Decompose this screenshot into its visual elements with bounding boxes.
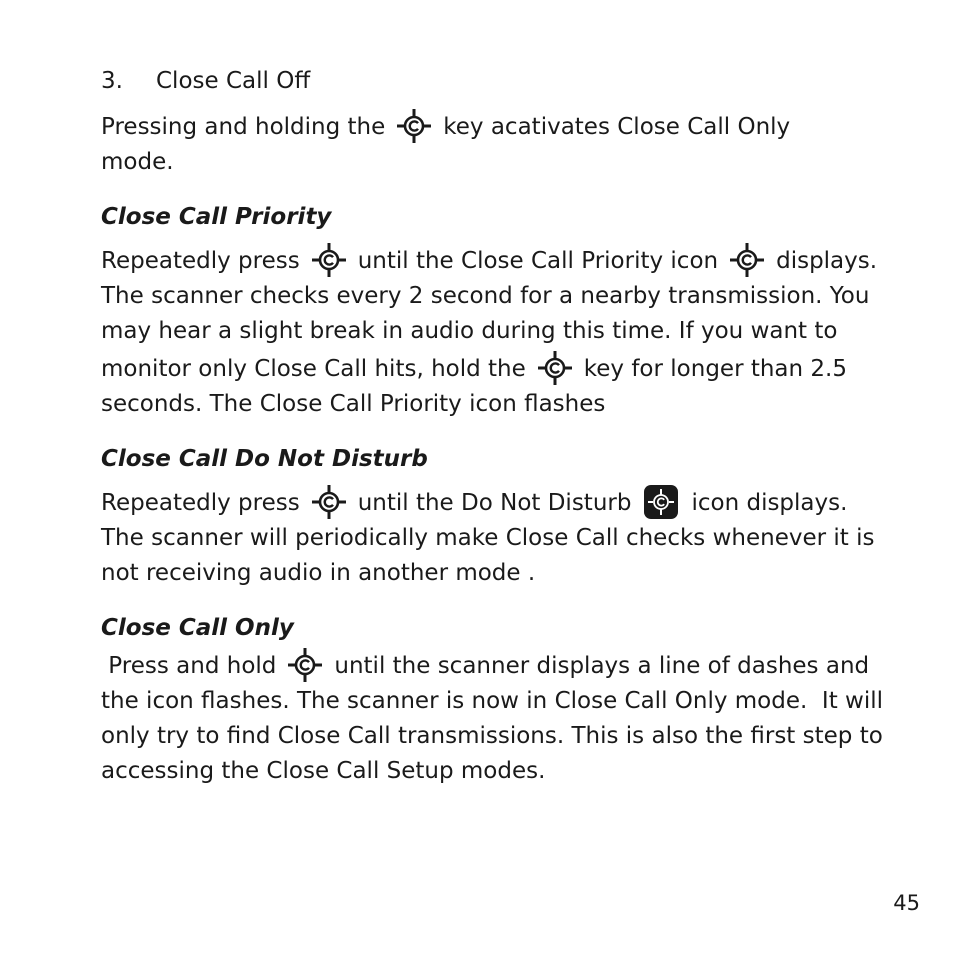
text-run: icon displays. [691, 490, 848, 516]
list-number: 3. [101, 68, 123, 94]
text-run: key acativates Close Call Only [443, 114, 791, 140]
close-call-icon [310, 483, 348, 521]
text-run: may hear a slight break in audio during this time. If you want to [101, 318, 838, 344]
paragraph-close-call-off [101, 107, 891, 180]
text-run: Press and hold [101, 653, 277, 679]
text-run: until the scanner displays a line of dashes and [334, 653, 870, 679]
text-run: accessing the Close Call Setup modes. [101, 758, 546, 784]
close-call-icon [310, 241, 348, 279]
text-run: only try to find Close Call transmissions. This is also the first step to [101, 723, 883, 749]
text-run: mode. [101, 149, 174, 175]
text-run: seconds. The Close Call Priority icon flashes [101, 391, 606, 417]
heading-close-call-priority: Close Call Priority [101, 204, 332, 230]
paragraph-close-call-only [101, 646, 891, 789]
close-call-icon [395, 107, 433, 145]
close-call-icon [536, 349, 574, 387]
heading-close-call-only: Close Call Only [101, 615, 294, 641]
text-run: key for longer than 2.5 [583, 356, 847, 382]
text-run: The scanner will periodically make Close Call checks whenever it is [101, 525, 875, 551]
list-item-close-call-off [101, 64, 891, 99]
text-run: the icon flashes. The scanner is now in Close Call Only mode. It will [101, 688, 884, 714]
text-run: Repeatedly press [101, 248, 300, 274]
close-call-icon [286, 646, 324, 684]
heading-close-call-do-not-disturb: Close Call Do Not Disturb [101, 446, 428, 472]
text-run: The scanner checks every 2 second for a nearby transmission. You [101, 283, 870, 309]
do-not-disturb-icon [643, 484, 679, 520]
paragraph-close-call-priority [101, 241, 891, 422]
paragraph-close-call-do-not-disturb [101, 483, 891, 591]
manual-page [101, 64, 891, 789]
close-call-priority-icon [728, 241, 766, 279]
text-run: Pressing and holding the [101, 114, 386, 140]
text-run: until the Do Not Disturb [357, 490, 632, 516]
text-run: displays. [776, 248, 878, 274]
page-number: 45 [893, 891, 920, 915]
text-run: until the Close Call Priority icon [357, 248, 719, 274]
text-run: not receiving audio in another mode . [101, 560, 536, 586]
text-run: monitor only Close Call hits, hold the [101, 356, 526, 382]
list-title: Close Call Off [156, 68, 311, 94]
text-run: Repeatedly press [101, 490, 300, 516]
